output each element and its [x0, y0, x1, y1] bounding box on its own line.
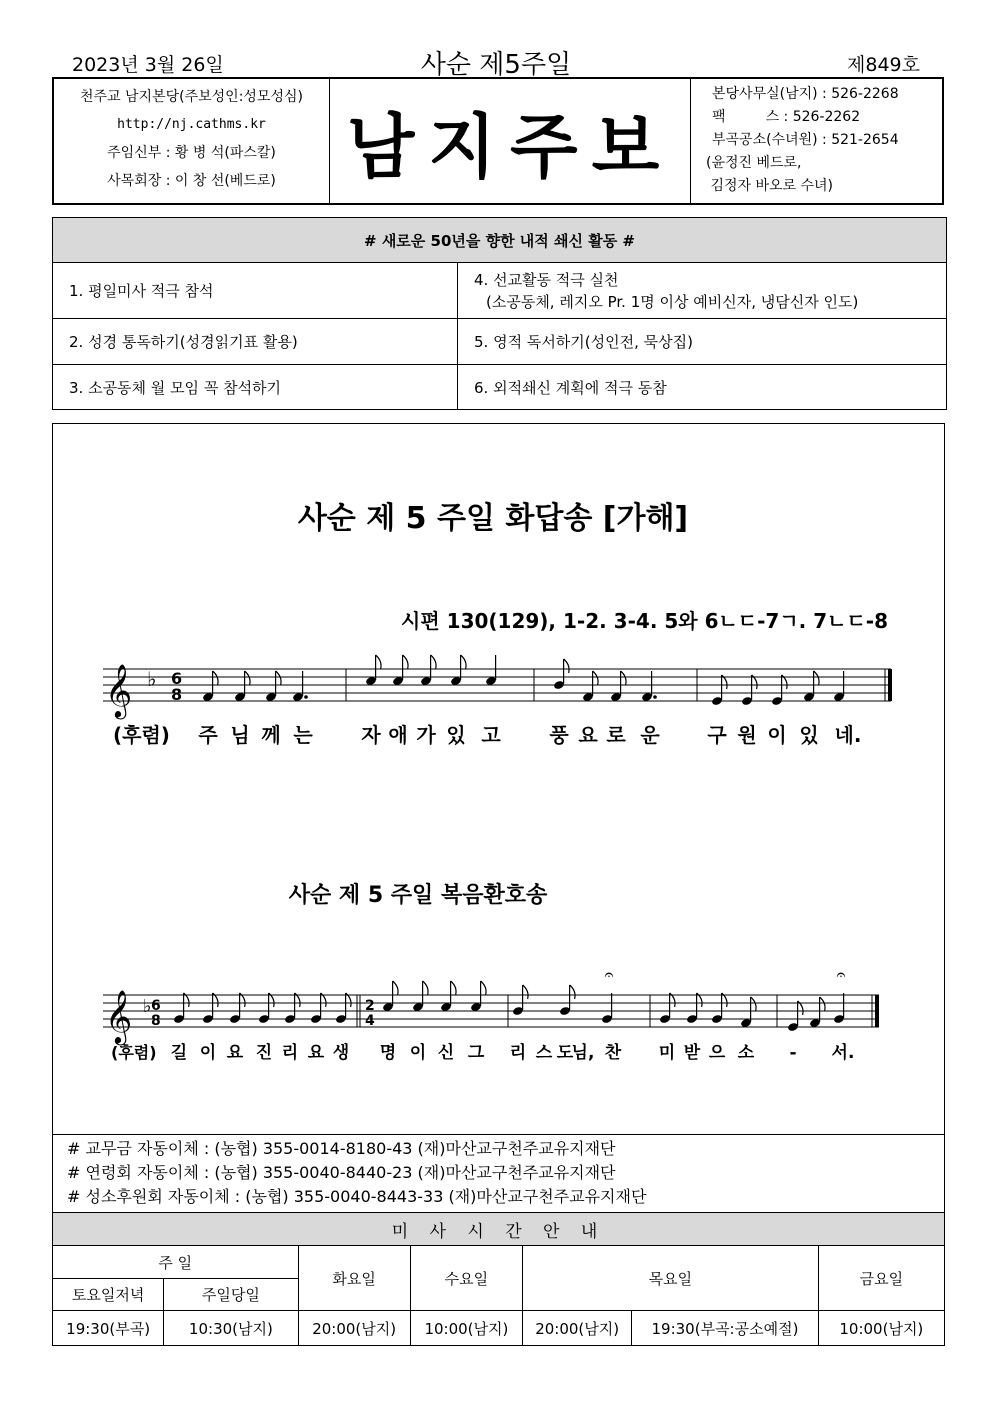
gospel-refrain-label: (후렴) — [111, 1043, 157, 1062]
mass-time-cell: 19:30(부곡:공소예절) — [632, 1311, 818, 1346]
website-link[interactable]: http://nj.cathms.kr — [117, 117, 266, 132]
note — [382, 981, 398, 1012]
psalm-refrain-label: (후렴) — [113, 723, 170, 747]
renewal-heading: # 새로운 50년을 향한 내적 쇄신 활동 # — [53, 218, 947, 263]
gospel-staff — [103, 995, 879, 1027]
lyric-syllable: 미 — [658, 1043, 676, 1063]
renewal-item-5: 5. 영적 독서하기(성인전, 묵상집) — [458, 319, 947, 365]
psalm-staff — [103, 669, 891, 701]
lyric-syllable: 네. — [834, 723, 862, 747]
account-transfers — [52, 1135, 945, 1213]
lyric-syllable: 가 — [416, 723, 436, 747]
flat-icon: ♭ — [143, 996, 152, 1017]
renewal-item-4 — [458, 263, 947, 319]
council-head: 사목회장 : 이 창 선(베드로) — [107, 173, 276, 189]
newspaper-name: 남지주보 — [346, 104, 674, 188]
renewal-item-3: 3. 소공동체 월 모임 꼭 참석하기 — [53, 365, 458, 410]
office-phone: 본당사무실(남지) : 526-2268 — [712, 86, 899, 102]
fermata-icon: 𝄐 — [604, 965, 614, 984]
psalm-reference: 시편 130(129), 1-2. 3-4. 5와 6ㄴㄷ-7ㄱ. 7ㄴㄷ-8 — [401, 609, 888, 633]
gospel-lyrics — [171, 1042, 855, 1063]
lyric-syllable: 요 — [578, 723, 598, 747]
fax-number: 팩 스 : 526-2262 — [712, 109, 861, 125]
note — [450, 655, 466, 686]
psalm-notes — [202, 655, 845, 706]
lyric-syllable: 길 — [170, 1043, 188, 1063]
mass-times-table — [52, 1212, 945, 1346]
time-sig-bottom-2: 4 — [365, 1013, 375, 1029]
parish-line: 천주교 남지본당(주보성인:성모성심) — [80, 89, 303, 105]
bulletin-title: 사순 제5주일 — [420, 50, 572, 80]
note — [292, 671, 304, 702]
lyric-syllable: 이 — [409, 1043, 427, 1063]
pastor-name: 주임신부 : 황 병 석(파스칼) — [107, 145, 276, 161]
note — [265, 671, 281, 702]
friday-header: 금요일 — [818, 1246, 944, 1311]
sunday-header: 주 일 — [53, 1246, 299, 1279]
bulletin-date: 2023년 3월 26일 — [72, 54, 224, 76]
renewal-activities-table — [52, 217, 947, 410]
renewal-item-6: 6. 외적쇄신 계획에 적극 동참 — [458, 365, 947, 410]
note — [470, 981, 486, 1012]
time-sig-top: 6 — [171, 669, 183, 688]
tuesday-header: 화요일 — [298, 1246, 410, 1311]
lyric-syllable: 자 — [361, 723, 381, 747]
lyric-syllable: 신 — [437, 1043, 455, 1063]
account-line-2: # 연령회 자동이체 : (농협) 355-0040-8440-23 (재)마산교구천주교유지재단 — [67, 1163, 616, 1182]
lyric-syllable: 운 — [640, 723, 660, 747]
note — [202, 671, 218, 702]
note — [420, 655, 436, 686]
lyric-syllable: 리 — [509, 1043, 527, 1063]
lyric-syllable: 구 — [707, 723, 727, 747]
lyric-syllable: 으 — [708, 1043, 726, 1063]
lyric-syllable: 이 — [767, 723, 787, 747]
lyric-syllable: 는 — [293, 723, 313, 747]
sisters-line-1: (윤정진 베드로, — [706, 155, 802, 171]
time-sig-top: 6 — [151, 998, 161, 1014]
account-line-3: # 성소후원회 자동이체 : (농협) 355-0040-8443-33 (재)마산교구천주교유지재단 — [67, 1187, 647, 1206]
lyric-syllable: 그 — [467, 1043, 485, 1063]
note — [234, 671, 250, 702]
renewal-item-4-detail: (소공동체, 레지오 Pr. 1명 이상 예비신자, 냉담신자 인도) — [486, 292, 859, 311]
mass-time-cell: 19:30(부곡) — [53, 1311, 164, 1346]
note — [809, 997, 825, 1028]
lyric-syllable: 고 — [481, 723, 501, 747]
renewal-item-2: 2. 성경 통독하기(성경읽기표 활용) — [53, 319, 458, 365]
note — [610, 671, 626, 702]
renewal-item-4-title: 4. 선교활동 적극 실천 — [474, 270, 619, 289]
time-sig-bottom: 8 — [151, 1013, 161, 1029]
lyric-syllable: 로 — [606, 723, 626, 747]
lyric-syllable: 님 — [230, 723, 250, 747]
saturday-evening-header: 토요일저녁 — [53, 1279, 164, 1311]
note — [740, 997, 756, 1028]
sisters-line-2: 김정자 바오로 수녀) — [706, 178, 834, 194]
lyric-syllable: 진 — [255, 1043, 273, 1063]
contact-info — [690, 79, 942, 203]
lyric-syllable: 도 — [556, 1043, 574, 1063]
lyric-syllable: 이 — [199, 1043, 217, 1063]
lyric-syllable: 풍 — [549, 723, 569, 747]
mass-time-cell: 20:00(남지) — [523, 1311, 632, 1346]
masthead — [52, 77, 944, 205]
note — [440, 981, 456, 1012]
note — [412, 981, 428, 1012]
note — [641, 671, 653, 702]
lyric-syllable: 께 — [261, 723, 281, 747]
mass-time-cell: 20:00(남지) — [298, 1311, 410, 1346]
note — [365, 655, 381, 686]
music-score — [53, 424, 944, 1134]
lyric-syllable: 있 — [799, 723, 819, 747]
time-sig-bottom: 8 — [171, 685, 183, 704]
lyric-syllable: 스 — [535, 1043, 553, 1063]
lyric-syllable: 요 — [307, 1043, 325, 1063]
lyric-syllable: 서. — [831, 1043, 855, 1063]
renewal-item-1: 1. 평일미사 적극 참석 — [53, 263, 458, 319]
gospel-title: 사순 제 5 주일 복음환호송 — [288, 883, 548, 908]
lyric-syllable: 명 — [379, 1043, 397, 1063]
dot — [304, 695, 308, 699]
lyric-syllable: 소 — [737, 1043, 755, 1063]
lyric-syllable: 요 — [226, 1043, 244, 1063]
lyric-syllable: 찬 — [604, 1043, 622, 1063]
note — [485, 655, 497, 686]
treble-clef-icon: 𝄞 — [105, 989, 133, 1043]
music-section — [52, 423, 945, 1135]
lyric-syllable: 주 — [198, 723, 218, 747]
psalm-lyrics — [198, 723, 861, 747]
psalm-title: 사순 제 5 주일 화답송 [가해] — [297, 501, 689, 536]
treble-clef-icon: 𝄞 — [105, 663, 133, 717]
account-line-1: # 교무금 자동이체 : (농협) 355-0014-8180-43 (재)마산교구천주교유지재단 — [67, 1139, 616, 1158]
lyric-syllable: 생 — [332, 1043, 350, 1063]
gospel-notes — [173, 981, 845, 1032]
note — [833, 671, 845, 702]
lyric-syllable: 원 — [737, 723, 757, 747]
lyric-syllable: 님, — [571, 1043, 595, 1063]
lyric-syllable: - — [789, 1043, 797, 1063]
lyric-syllable: 리 — [281, 1043, 299, 1063]
note — [392, 655, 408, 686]
newspaper-logo — [330, 79, 691, 203]
note — [803, 671, 819, 702]
sunday-day-header: 주일당일 — [164, 1279, 298, 1311]
parish-info — [54, 79, 330, 203]
thursday-header: 목요일 — [523, 1246, 819, 1311]
flat-icon: ♭ — [147, 667, 157, 691]
mass-time-cell: 10:30(남지) — [164, 1311, 298, 1346]
note — [582, 671, 598, 702]
lyric-syllable: 받 — [683, 1043, 701, 1063]
mass-times-heading: 미 사 시 간 안 내 — [53, 1213, 945, 1246]
time-sig-top-2: 2 — [365, 998, 375, 1014]
dot — [653, 695, 657, 699]
fermata-icon: 𝄐 — [836, 965, 846, 984]
lyric-syllable: 있 — [446, 723, 466, 747]
wednesday-header: 수요일 — [410, 1246, 522, 1311]
convent-phone: 부곡공소(수녀원) : 521-2654 — [712, 132, 899, 148]
lyric-syllable: 애 — [388, 723, 408, 747]
issue-number: 제849호 — [847, 54, 920, 76]
note — [833, 993, 845, 1024]
mass-time-cell: 10:00(남지) — [410, 1311, 522, 1346]
note — [601, 993, 613, 1024]
mass-time-cell: 10:00(남지) — [818, 1311, 944, 1346]
